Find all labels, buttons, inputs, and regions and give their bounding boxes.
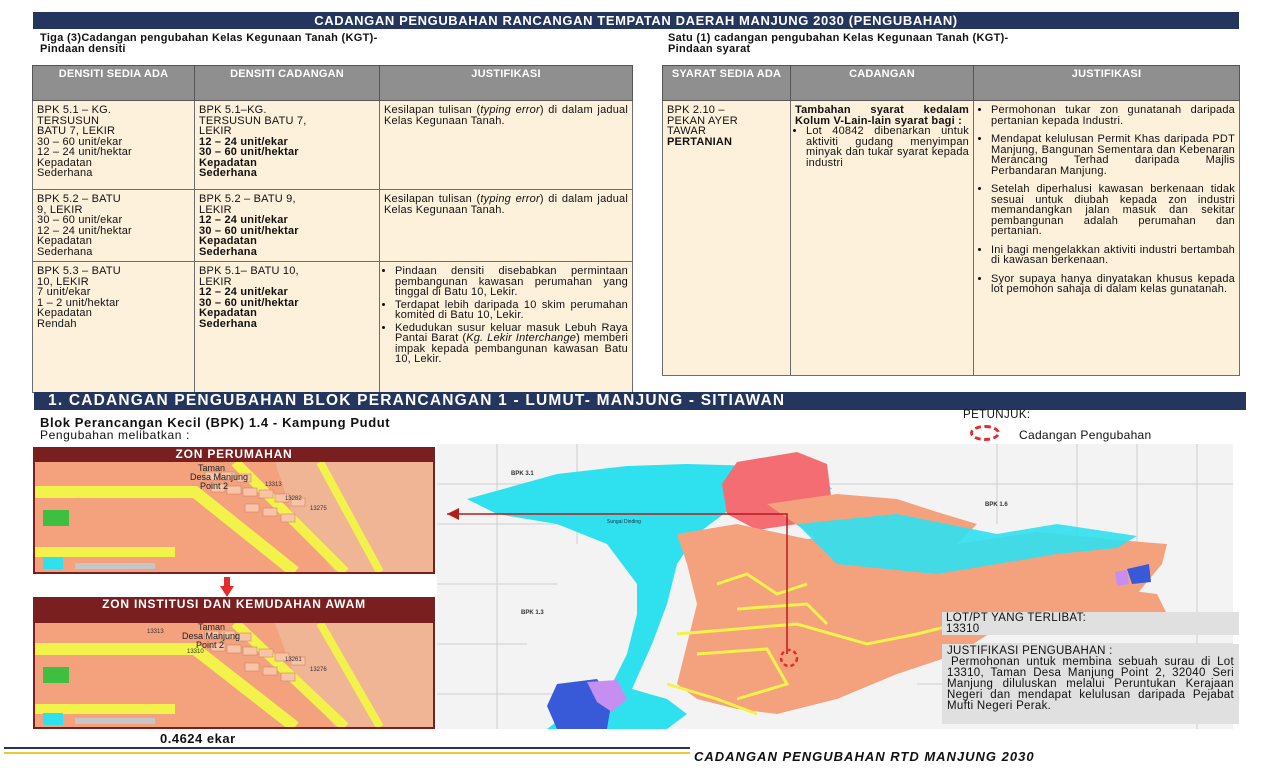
col-header-existing: DENSITI SEDIA ADA	[33, 66, 195, 101]
map-label: Desa Manjung	[190, 472, 249, 482]
text-line: Kepadatan	[199, 307, 258, 319]
table-row	[33, 101, 633, 190]
text: Kg. Lekir Interchange	[466, 332, 577, 344]
map-label-river: Sungai Dinding	[607, 519, 641, 525]
justification-cell	[380, 101, 633, 190]
dashed-circle-icon	[970, 425, 1000, 441]
density-table	[32, 65, 633, 393]
col-header-justification: JUSTIFIKASI	[380, 66, 633, 101]
text: Kedudukan susur keluar masuk Lebuh Raya Pantai Barat (	[395, 321, 628, 344]
legend-label: Cadangan Pengubahan	[1019, 428, 1152, 442]
text-line: BPK 5.2 – BATU	[37, 193, 121, 205]
footer-rule-gold	[4, 752, 690, 754]
map-label-bpk16: BPK 1.6	[985, 502, 1008, 508]
arrow-down-icon	[220, 577, 234, 597]
text-line: Sederhana	[199, 317, 258, 330]
change-subtitle: Pengubahan melibatkan :	[40, 428, 190, 442]
right-intro	[668, 33, 1234, 55]
area-value: 0.4624 ekar	[160, 731, 236, 746]
left-intro-line2: Pindaan densiti	[40, 43, 126, 55]
text-line: 30 – 60 unit/ekar	[37, 135, 123, 148]
section-title: 1. CADANGAN PENGUBAHAN BLOK PERANCANGAN 1 - LUMUT- MANJUNG - SITIAWAN	[34, 392, 1246, 410]
list-item	[395, 323, 628, 365]
zone-after-panel	[33, 597, 435, 729]
text-line: 30 – 60 unit/ekar	[37, 214, 123, 226]
lot-label: 13313	[265, 482, 282, 488]
text-line: 12 – 24 unit/hektar	[37, 224, 132, 237]
proposed-cell	[195, 190, 380, 262]
existing-condition-cell	[663, 101, 791, 376]
list-item: • Pindaan densiti disebabkan permintaan pembangunan kawasan perumahan yang tinggal di Batu 10, Lekir.	[395, 266, 628, 298]
text-line: TAWAR	[667, 125, 707, 137]
text-line: BATU 7, LEKIR	[37, 125, 116, 137]
left-intro	[40, 33, 630, 55]
existing-cell	[33, 101, 195, 190]
proposal-heading: Tambahan syarat kedalam Kolum V-Lain-lain syarat bagi :	[795, 104, 969, 127]
justification-cell	[974, 101, 1240, 376]
text-line: 10, LEKIR	[37, 275, 89, 288]
proposed-cell	[195, 101, 380, 190]
lot-label: 13275	[310, 506, 327, 512]
col-header-justification: JUSTIFIKASI	[974, 66, 1240, 101]
text-line: BPK 5.1–KG.	[199, 104, 267, 116]
text: ) di dalam jadual Kelas Kegunaan Tanah.	[384, 193, 628, 216]
text-line: 12 – 24 unit/ekar	[199, 135, 289, 148]
list-item: • Mendapat kelulusan Permit Khas daripada PDT Manjung, Bangunan Sementara dan Kebenaran Merancang Terhad daripada Majlis Perbandaran Manjung.	[991, 134, 1235, 176]
map-label-group	[170, 623, 240, 650]
list-item: • Lot 40842 dibenarkan untuk aktiviti gudang menyimpan minyak dan tukar syarat kepada industri	[806, 126, 969, 168]
text-line: 30 – 60 unit/hektar	[199, 146, 299, 158]
text-line: PEKAN AYER	[667, 114, 738, 127]
lot-label: 13261	[285, 657, 302, 663]
lot-label: 13310	[187, 649, 204, 655]
map-label: Point 2	[196, 640, 225, 650]
lot-label: 13276	[310, 667, 327, 673]
text-line: LEKIR	[199, 275, 232, 288]
text-line: LEKIR	[199, 125, 232, 137]
map-label: Taman	[198, 463, 226, 473]
affected-lot-box	[942, 612, 1239, 635]
affected-lot-value: 13310	[946, 623, 980, 635]
map-label: Taman	[198, 623, 226, 632]
proposal-list	[795, 126, 969, 168]
text-line: 12 – 24 unit/hektar	[37, 146, 132, 158]
text-line: Kepadatan	[37, 235, 93, 247]
text-line: BPK 5.1– BATU 10,	[199, 265, 299, 277]
right-intro-line2: Pindaan syarat	[668, 43, 751, 55]
affected-lot-label: LOT/PT YANG TERLIBAT:	[946, 612, 1087, 624]
text-line: BPK 5.1 – KG.	[37, 104, 112, 116]
legend-title: PETUNJUK:	[963, 409, 1031, 421]
lot-label: 13313	[147, 629, 164, 635]
map-label: Desa Manjung	[182, 631, 241, 641]
footer-rule-navy	[4, 747, 690, 749]
text-line: Sederhana	[199, 245, 258, 258]
map-label-bpk31: BPK 3.1	[511, 471, 534, 477]
col-header-proposed: DENSITI CADANGAN	[195, 66, 380, 101]
text-line: Sederhana	[37, 245, 93, 258]
text: typing	[480, 193, 511, 205]
text-line: 1 – 2 unit/hektar	[37, 296, 120, 309]
text-line: Kepadatan	[199, 156, 258, 169]
zone-before-map	[35, 462, 433, 572]
map-label: Point 2	[200, 481, 229, 491]
left-intro-line1: Tiga (3)Cadangan pengubahan Kelas Kegunaan Tanah (KGT)-	[40, 32, 378, 44]
zone-after-title: ZON INSTITUSI DAN KEMUDAHAN AWAM	[102, 597, 366, 611]
text-line: 30 – 60 unit/hektar	[199, 224, 299, 237]
proposal-cell	[791, 101, 974, 376]
zone-before-title: ZON PERUMAHAN	[175, 447, 293, 461]
text-line: LEKIR	[199, 203, 232, 216]
justification-box	[942, 644, 1239, 724]
justification-cell	[380, 190, 633, 262]
text-line: 12 – 24 unit/ekar	[199, 214, 289, 226]
col-header-existing-condition: SYARAT SEDIA ADA	[663, 66, 791, 101]
col-header-proposal: CADANGAN	[791, 66, 974, 101]
right-intro-line1: Satu (1) cadangan pengubahan Kelas Kegunaan Tanah (KGT)-	[668, 32, 1009, 44]
map-label-bpk13: BPK 1.3	[521, 610, 544, 616]
condition-table	[662, 65, 1240, 376]
justification-list	[978, 105, 1235, 295]
bpk-title: Blok Perancangan Kecil (BPK) 1.4 - Kampung Pudut	[40, 415, 391, 430]
text: error	[510, 193, 540, 205]
list-item: • Terdapat lebih daripada 10 skim perumahan komited di Batu 10, Lekir.	[395, 300, 628, 321]
text-line: Sederhana	[199, 167, 258, 179]
list-item: • Permohonan tukar zon gunatanah daripada pertanian kepada Industri.	[991, 105, 1235, 126]
text: ) di dalam jadual Kelas Kegunaan Tanah.	[384, 104, 628, 127]
existing-cell	[33, 190, 195, 262]
text-line: Kepadatan	[37, 307, 93, 319]
list-item: • Ini bagi mengelakkan aktiviti industri bertambah di kawasan berkenaan.	[991, 245, 1235, 266]
text-line: BPK 5.2 – BATU 9,	[199, 193, 296, 205]
text-line: PERTANIAN	[667, 135, 733, 148]
list-item: • Setelah diperhalusi kawasan berkenaan tidak sesuai untuk diubah kepada zon industri memandangkan jalan masuk dan sekitar pembangunan adalah perumahan dan pertanian.	[991, 184, 1235, 237]
text-line: Kepadatan	[37, 156, 93, 169]
zone-after-map	[35, 623, 433, 727]
text: Kesilapan tulisan (	[384, 193, 481, 205]
text-line: TERSUSUN	[37, 114, 100, 127]
proposed-cell	[195, 262, 380, 393]
justification-cell	[380, 262, 633, 393]
text-line: TERSUSUN BATU 7,	[199, 114, 307, 127]
text: ) memberi impak kepada pembangunan kawasan Batu 10, Lekir.	[395, 332, 629, 365]
document-banner: CADANGAN PENGUBAHAN RANCANGAN TEMPATAN DAERAH MANJUNG 2030 (PENGUBAHAN)	[33, 12, 1239, 29]
existing-cell	[33, 262, 195, 393]
footer-title: CADANGAN PENGUBAHAN RTD MANJUNG 2030	[694, 749, 1035, 764]
list-item: • Syor supaya hanya dinyatakan khusus kepada lot pemohon sahaja di dalam kelas gunatanah.	[991, 274, 1235, 295]
map-label-group	[190, 464, 248, 491]
text-line: 30 – 60 unit/hektar	[199, 296, 299, 309]
text: Kesilapan tulisan (	[384, 104, 481, 116]
text-line: Sederhana	[37, 167, 93, 179]
justification-list	[384, 266, 628, 365]
table-row	[33, 262, 633, 393]
text: error	[510, 104, 540, 116]
text-line: 12 – 24 unit/ekar	[199, 286, 289, 298]
text-line: 7 unit/ekar	[37, 286, 91, 298]
table-row	[663, 101, 1240, 376]
text-line: 9, LEKIR	[37, 203, 83, 216]
text-line: BPK 2.10 –	[667, 104, 725, 116]
table-row	[33, 190, 633, 262]
text-line: Kepadatan	[199, 235, 258, 247]
lot-label: 13282	[285, 496, 302, 502]
text-line: BPK 5.3 – BATU	[37, 265, 121, 277]
zone-before-panel	[33, 447, 435, 574]
text-line: Rendah	[37, 317, 77, 330]
justification-body: Permohonan untuk membina sebuah surau di Lot 13310, Taman Desa Manjung Point 2, 32040 Seri Manjung diluluskan melalui Peruntukan Kerajaan Negeri dan mendapat kelulusan daripada Pejabat Mufti Negeri Perak.	[947, 656, 1234, 712]
text: typing	[480, 104, 511, 116]
justification-title: JUSTIFIKASI PENGUBAHAN :	[947, 645, 1113, 657]
